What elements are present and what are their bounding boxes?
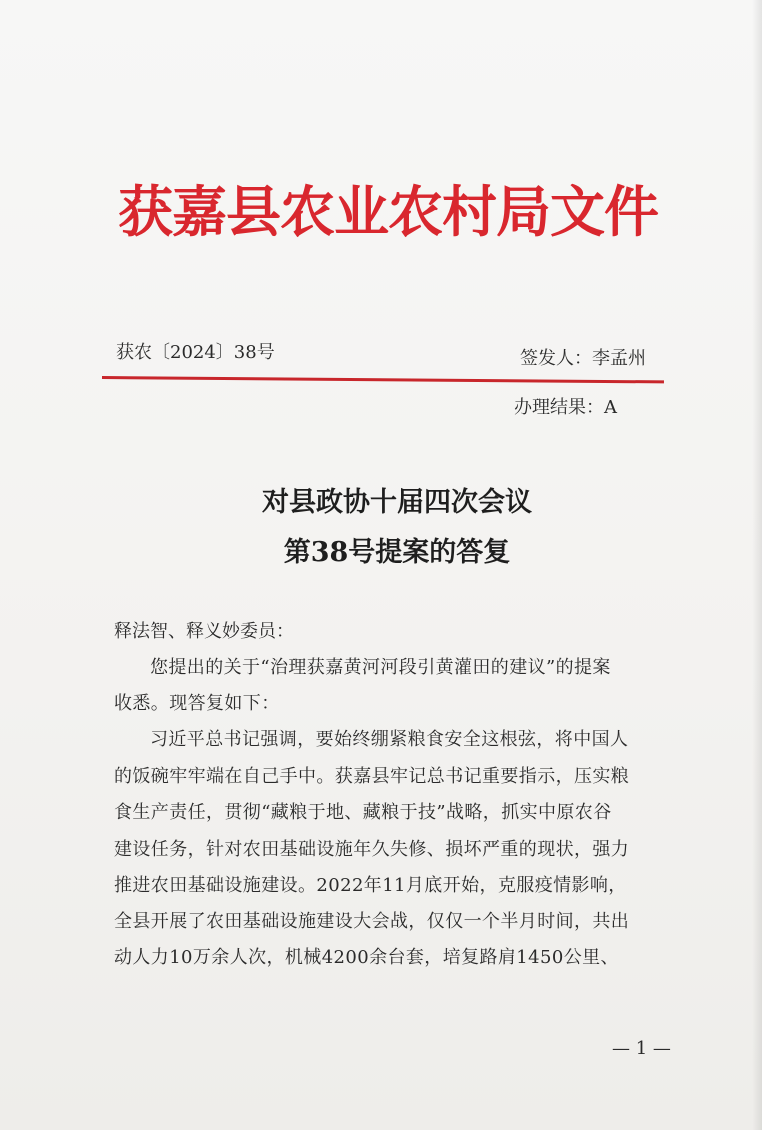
signer-label: 签发人：李孟州 <box>520 348 646 369</box>
document-number: 获农〔2024〕38号 <box>116 342 275 363</box>
page-number: — 1 — <box>612 1038 671 1059</box>
salutation: 释法智、释义妙委员： <box>114 621 294 642</box>
body-line: 建设任务，针对农田基础设施年久失修、损坏严重的现状，强力 <box>114 839 630 860</box>
body-line: 推进农田基础设施建设。2022年11月底开始，克服疫情影响， <box>114 875 627 896</box>
body-line: 动人力10万余人次，机械4200余台套，培复路肩1450公里、 <box>114 947 619 968</box>
body-line: 收悉。现答复如下： <box>114 693 280 714</box>
body-line: 全县开展了农田基础设施建设大会战，仅仅一个半月时间，共出 <box>114 911 630 932</box>
reply-title-line-1: 对县政协十届四次会议 <box>262 487 532 518</box>
reply-title-line-2: 第38号提案的答复 <box>283 537 511 568</box>
document-header-title: 获嘉县农业农村局文件 <box>118 179 659 244</box>
handling-result: 办理结果：A <box>514 397 617 418</box>
body-line: 习近平总书记强调，要始终绷紧粮食安全这根弦，将中国人 <box>150 729 629 750</box>
body-line: 食生产责任，贯彻“藏粮于地、藏粮于技”战略，抓实中原农谷 <box>114 802 612 823</box>
body-line: 您提出的关于“治理获嘉黄河河段引黄灌田的建议”的提案 <box>150 657 611 678</box>
body-line: 的饭碗牢牢端在自己手中。获嘉县牢记总书记重要指示，压实粮 <box>114 766 630 787</box>
red-divider-line <box>102 376 664 383</box>
